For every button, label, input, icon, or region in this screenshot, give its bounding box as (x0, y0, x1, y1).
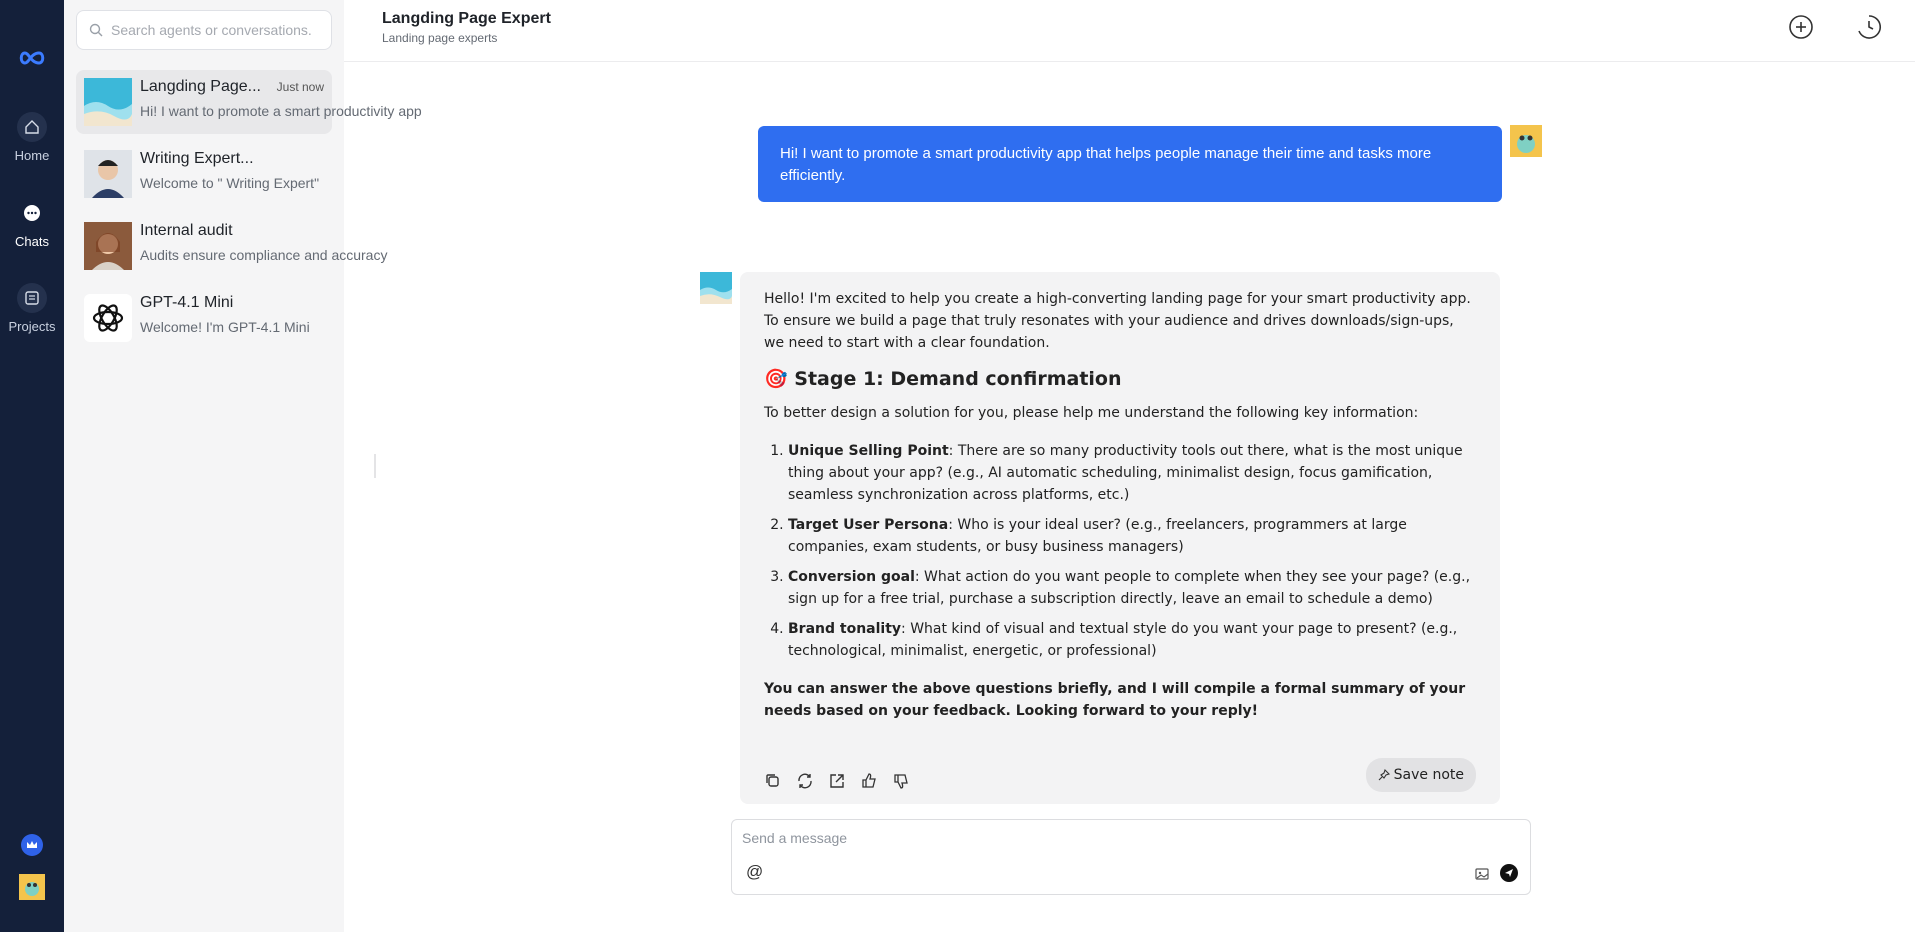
landing-agent-avatar (84, 78, 132, 126)
pin-icon (1378, 769, 1390, 781)
list-item (788, 618, 1476, 662)
conversation-preview: Welcome to " Writing Expert" (140, 175, 320, 191)
conversation-item-writing[interactable] (76, 142, 332, 206)
thumbs-up-icon[interactable] (860, 772, 878, 790)
chat-header (344, 0, 1915, 62)
conversation-name: Writing Expert... (140, 150, 254, 167)
regenerate-icon[interactable] (796, 772, 814, 790)
search-box[interactable] (76, 10, 332, 50)
send-button[interactable] (1500, 864, 1518, 882)
conversation-item-audit[interactable] (76, 214, 388, 278)
nav-rail (0, 0, 64, 932)
image-upload-icon[interactable] (1474, 866, 1490, 882)
bot-message (740, 272, 1500, 804)
nav-projects[interactable] (0, 283, 64, 334)
copy-icon[interactable] (764, 772, 782, 790)
panel-resize-handle[interactable] (374, 454, 376, 478)
item-text: : Who is your ideal user? (e.g., freelancers, programmers at large companies, exam students, or busy business managers) (788, 517, 1407, 555)
item-title: Unique Selling Point (788, 443, 949, 459)
conversation-preview: Welcome! I'm GPT-4.1 Mini (140, 319, 310, 335)
bot-closing: You can answer the above questions briefly, and I will compile a formal summary of your needs based on your feedback. Looking forward to your reply! (764, 681, 1466, 719)
home-icon (17, 112, 47, 142)
nav-chats[interactable] (0, 198, 64, 249)
user-message: Hi! I want to promote a smart productivity app that helps people manage their time and tasks more efficiently. (758, 126, 1502, 202)
bot-avatar (700, 272, 732, 304)
openai-logo-icon (84, 294, 132, 342)
list-item (788, 440, 1476, 506)
item-text: : What kind of visual and textual style do you want your page to present? (e.g., technological, minimalist, energetic, or professional) (788, 621, 1458, 659)
conversation-time: Just now (276, 80, 324, 94)
share-icon[interactable] (828, 772, 846, 790)
save-note-button[interactable] (1366, 758, 1476, 792)
conversation-sidebar (64, 0, 422, 932)
message-actions (764, 772, 910, 790)
item-title: Target User Persona (788, 517, 949, 533)
projects-icon (17, 283, 47, 313)
conversation-item-landing[interactable] (76, 70, 422, 134)
bot-lead: To better design a solution for you, please help me understand the following key information: (764, 405, 1419, 421)
item-title: Conversion goal (788, 569, 915, 585)
conversation-name: Langding Page... (140, 78, 261, 95)
send-icon (1500, 864, 1518, 882)
chat-icon (17, 198, 47, 228)
question-list (788, 440, 1476, 662)
item-text: : There are so many productivity tools out there, what is the most unique thing about your app? (e.g., AI automatic scheduling, minimalist design, focus gamification, seamless synchronization across platforms, etc.) (788, 443, 1463, 503)
list-item (788, 566, 1476, 610)
conversation-item-gpt[interactable] (76, 286, 332, 350)
crown-icon[interactable] (21, 834, 43, 856)
conversation-name: GPT-4.1 Mini (140, 294, 234, 311)
writing-agent-avatar (84, 150, 132, 198)
list-item (788, 514, 1476, 558)
user-avatar[interactable] (19, 874, 45, 900)
user-message-avatar (1510, 125, 1542, 157)
nav-projects-label: Projects (8, 319, 56, 334)
mention-button[interactable]: @ (746, 862, 764, 881)
message-input[interactable] (742, 830, 1502, 846)
search-input[interactable] (111, 22, 311, 38)
thumbs-down-icon[interactable] (892, 772, 910, 790)
logo-icon[interactable] (18, 50, 46, 66)
conversation-name: Internal audit (140, 222, 233, 239)
message-composer (731, 819, 1531, 895)
nav-chats-label: Chats (15, 234, 49, 249)
nav-home[interactable] (0, 112, 64, 163)
page-subtitle: Landing page experts (382, 31, 498, 45)
stage-heading: 🎯 Stage 1: Demand confirmation (764, 368, 1122, 390)
item-text: : What action do you want people to complete when they see your page? (e.g., sign up for a free trial, purchase a subscription directly, leave an email to schedule a demo) (788, 569, 1471, 607)
bot-intro: Hello! I'm excited to help you create a high-converting landing page for your smart productivity app. To ensure we build a page that truly resonates with your audience and drives downloads/sign-ups, we need to start with a clear foundation. (764, 291, 1471, 351)
conversation-preview: Hi! I want to promote a smart productivity app (140, 103, 422, 119)
history-icon[interactable] (1856, 14, 1882, 40)
nav-home-label: Home (14, 148, 50, 163)
page-title: Langding Page Expert (382, 10, 551, 27)
search-icon (89, 23, 103, 37)
conversation-preview: Audits ensure compliance and accuracy (140, 247, 388, 263)
save-note-label: Save note (1393, 767, 1464, 783)
audit-agent-avatar (84, 222, 132, 270)
item-title: Brand tonality (788, 621, 902, 637)
new-chat-icon[interactable] (1788, 14, 1814, 40)
